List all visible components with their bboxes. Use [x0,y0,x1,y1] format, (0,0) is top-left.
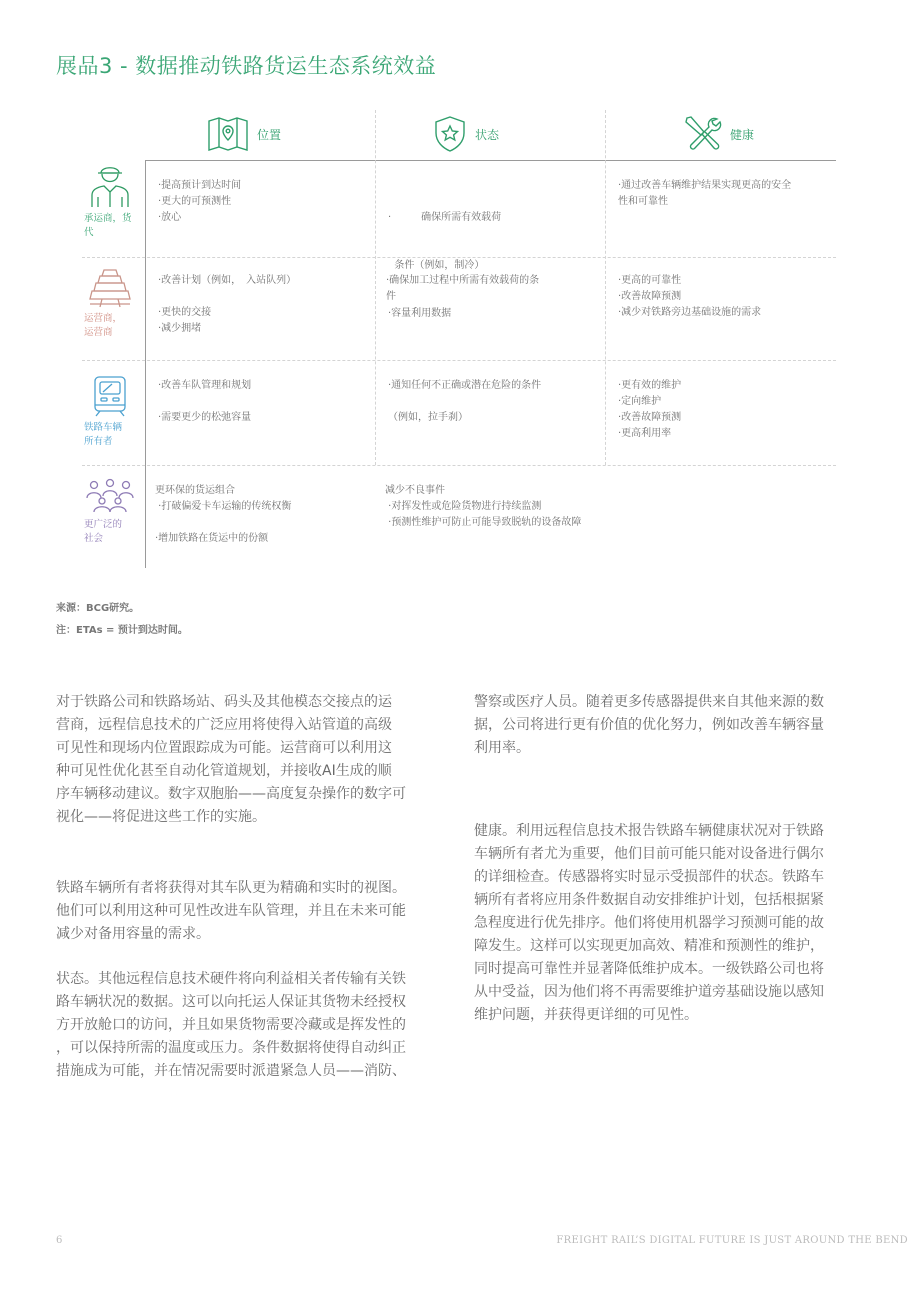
cell-carrier-location [158,178,241,226]
text-line: 方开放舱口的访问，并且如果货物需要冷藏或是挥发性的 [56,1017,406,1033]
text-line: 铁路车辆所有者将获得对其车队更为精确和实时的视图。 [56,880,406,896]
cell-line [388,394,541,410]
table-vertical-axis [145,160,146,568]
cell-society-right [385,483,581,531]
cell-line: （例如，拉手刹） [388,412,468,423]
cell-line [158,394,251,410]
row-header-society [80,478,140,546]
cell-carrier-status [388,178,501,338]
text-line: 措施成为可能，并在情况需要时派遣紧急人员——消防、 [56,1063,406,1079]
body-paragraph [474,691,864,760]
text-line: 健康。利用远程信息技术报告铁路车辆健康状况对于铁路 [474,823,824,839]
worker-icon [88,162,132,208]
text-line: 种可见性优化甚至自动化管道规划，并接收AI生成的顺 [56,763,392,779]
text-line: 可见性和现场内位置跟踪成为可能。运营商可以利用这 [56,740,392,756]
text-line: 营商，远程信息技术的广泛应用将使得入站管道的高级 [56,717,392,733]
column-label: 位置 [257,127,282,142]
cell-line: 减少不良事件 [385,485,445,496]
cell-line: ·定向维护 [618,396,662,407]
column-label: 健康 [730,127,755,142]
cell-line: ·更有效的维护 [618,380,682,391]
cell-line: 更环保的货运组合 [155,485,235,496]
body-paragraph [56,877,446,946]
cell-line: ·更高的可靠性 [618,275,682,286]
map-location-icon [207,115,249,153]
text-line: 对于铁路公司和铁路场站、码头及其他模态交接点的运 [56,694,392,710]
source-note: 来源：BCG研究。 [56,603,140,614]
row-header-railcar-owner [80,375,140,449]
row-label-line: 所有者 [84,436,113,447]
cell-operator-status [386,273,539,305]
text-line: 视化——将促进这些工作的实施。 [56,809,266,825]
shield-star-icon [433,115,467,153]
text-line: ，可以保持所需的温度或压力。条件数据将使得自动纠正 [56,1040,406,1056]
cell-line: ·提高预计到达时间 [158,180,242,191]
row-label-line: 运营商， [84,313,123,324]
cell-line [155,515,291,531]
cell-line: ·减少对铁路旁边基础设施的需求 [618,307,762,318]
cell-owner-status [388,378,541,426]
body-paragraph [56,691,446,829]
cell-line: ·改善故障预测 [618,412,682,423]
text-line: 从中受益，因为他们将不再需要维护道旁基础设施以感知 [474,984,824,1000]
cell-owner-health [618,378,681,442]
cell-operator-location [158,273,296,337]
column-label: 状态 [475,127,500,142]
row-label-line: 更广泛的 [84,519,123,530]
cell-line: 性和可靠性 [618,196,668,207]
row-header-carrier [80,162,140,240]
body-paragraph [474,820,864,1027]
text-line: 状态。其他远程信息技术硬件将向利益相关者传输有关铁 [56,971,406,987]
footnote: 注：ETAs = 预计到达时间。 [56,625,188,636]
cell-line: ·更快的交接 [158,307,212,318]
cell-line: · 确保所需有效载荷 [388,212,502,223]
page-number: 6 [56,1235,63,1246]
row-label-line: 代 [84,227,94,238]
text-line: 车辆所有者尤为重要，他们目前可能只能对设备进行偶尔 [474,846,824,862]
cell-line: ·需要更少的松弛容量 [158,412,252,423]
cell-line: ·增加铁路在货运中的份额 [155,533,269,544]
row-divider [82,465,836,466]
text-line: 辆所有者将应用条件数据自动安排维护计划，包括根据紧 [474,892,824,908]
cell-line: ·容量利用数据 [388,308,452,319]
rail-tracks-icon [88,268,132,308]
cell-line: ·改善计划（例如， 入站队列） [158,275,297,286]
text-line: 障发生。这样可以实现更加高效、精准和预测性的维护， [474,938,824,954]
text-line: 减少对备用容量的需求。 [56,926,210,942]
cell-line: ·改善车队管理和规划 [158,380,252,391]
row-label-line: 铁路车辆 [84,422,123,433]
text-line: 急程度进行优先排序。他们将使用机器学习预测可能的故 [474,915,824,931]
row-label-line: 运营商 [84,327,113,338]
table-header-rule [145,160,836,161]
cell-carrier-health [618,178,791,210]
text-line: 警察或医疗人员。随着更多传感器提供来自其他来源的数 [474,694,824,710]
cell-line: ·放心 [158,212,182,223]
text-line: 序车辆移动建议。数字双胞胎——高度复杂操作的数字可 [56,786,406,802]
cell-line: ·通知任何不正确或潜在危险的条件 [388,380,542,391]
group-people-icon [84,478,136,514]
cell-line: ·对挥发性或危险货物进行持续监测 [385,501,542,512]
text-line: 同时提高可靠性并显著降低维护成本。一级铁路公司也将 [474,961,824,977]
row-divider [82,360,836,361]
text-line: 他们可以利用这种可见性改进车队管理，并且在未来可能 [56,903,406,919]
wrench-screwdriver-icon [684,115,722,153]
column-divider [605,110,606,465]
column-divider [375,110,376,465]
cell-society-left [155,483,291,547]
cell-line: ·确保加工过程中所需有效载荷的条 [386,275,540,286]
train-icon [92,375,128,417]
cell-line: 件 [386,291,396,302]
cell-line: 条件（例如，制冷） [388,260,485,271]
exhibit-title: 展品3 - 数据推动铁路货运生态系统效益 [56,54,437,78]
cell-line [158,289,296,305]
text-line: 的详细检查。传感器将实时显示受损部件的状态。铁路车 [474,869,824,885]
text-line: 维护问题，并获得更详细的可见性。 [474,1007,698,1023]
text-line: 利用率。 [474,740,530,756]
text-line: 据，公司将进行更有价值的优化努力，例如改善车辆容量 [474,717,824,733]
cell-line: ·更高利用率 [618,428,672,439]
column-header-location [207,112,281,156]
cell-operator-health [618,273,761,321]
cell-line: ·减少拥堵 [158,323,202,334]
running-title: FREIGHT RAIL’S DIGITAL FUTURE IS JUST AROUND THE BEND [556,1235,908,1246]
cell-line: ·预测性维护可防止可能导致脱轨的设备故障 [385,517,582,528]
column-header-health [684,112,754,156]
text-line: 路车辆状况的数据。这可以向托运人保证其货物未经授权 [56,994,406,1010]
row-label-line: 承运商，货 [84,213,132,224]
cell-line: ·改善故障预测 [618,291,682,302]
body-paragraph [56,968,446,1083]
cell-line: ·更大的可预测性 [158,196,232,207]
row-label-line: 社会 [84,533,104,544]
row-header-operator [80,268,140,340]
cell-owner-location [158,378,251,426]
cell-line: ·打破偏爱卡车运输的传统权衡 [155,501,292,512]
column-header-status [433,112,499,156]
cell-line: ·通过改善车辆维护结果实现更高的安全 [618,180,792,191]
